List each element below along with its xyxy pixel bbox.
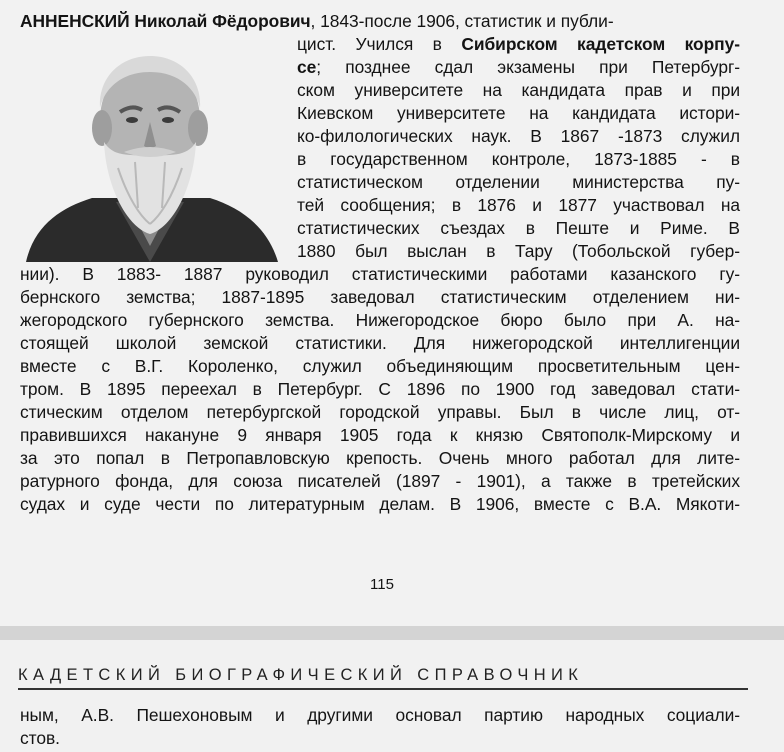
text-run: стоящей школой земской статистики. Для нижегородской интеллигенции: [20, 333, 740, 353]
entry-line: [20, 493, 740, 516]
entry-line: [297, 148, 740, 171]
entry-line: [20, 401, 740, 424]
entry-line: [20, 355, 740, 378]
entry-line: [297, 33, 740, 56]
text-run: 1880 был выслан в Тару (Тобольской губер-: [297, 241, 740, 261]
entry-line: [20, 309, 740, 332]
entry-line: [297, 125, 740, 148]
text-run: ратурного фонда, для союза писателей (1897 - 1901), а также в третейских: [20, 471, 740, 491]
portrait-photo: [20, 38, 280, 262]
entry-line: [297, 217, 740, 240]
text-run: тром. В 1895 переехал в Петербург. С 1896 по 1900 год заведовал стати-: [20, 379, 740, 399]
entry-line: [20, 10, 740, 33]
text-run: жегородского губернского земства. Нижегородское бюро было при А. на-: [20, 310, 740, 330]
bold-text: Сибирском кадетском корпу-: [461, 34, 741, 54]
continuation-line: стов.: [20, 728, 60, 748]
entry-line: [20, 424, 740, 447]
text-run: судах и суде чести по литературным делам. В 1906, вместе с В.А. Мякоти-: [20, 494, 740, 514]
text-run: цист. Учился в: [297, 34, 462, 54]
text-run: стическим отделом петербургской городской управы. Был в числе лиц, от-: [20, 402, 740, 422]
entry-line: [20, 332, 740, 355]
entry-line: [297, 56, 740, 79]
entry-line: [20, 447, 740, 470]
text-run: за это попал в Петропавловскую крепость. Очень много работал для лите-: [20, 448, 740, 468]
text-run: , 1843-после 1906, статистик и публи-: [310, 11, 614, 31]
text-run: вместе с В.Г. Короленко, служил объединяющим просветительным цен-: [20, 356, 740, 376]
text-run: Киевском университете на кандидата истори-: [297, 103, 740, 123]
entry-line: [20, 286, 740, 309]
entry-line: [297, 102, 740, 125]
text-run: ко-филологических наук. В 1867 -1873 служил: [297, 126, 740, 146]
text-run: ; позднее сдал экзамены при Петербург-: [316, 57, 740, 77]
page-number: 115: [370, 576, 394, 593]
entry-line: [20, 470, 740, 493]
text-run: нии). В 1883- 1887 руководил статистическими работами казанского гу-: [20, 264, 740, 284]
text-run: статистических съездах в Пеште и Риме. В: [297, 218, 740, 238]
text-run: бернского земства; 1887-1895 заведовал статистическим отделением ни-: [20, 287, 740, 307]
text-run: статистическом отделении министерства пу-: [297, 172, 740, 192]
continuation-line: ным, А.В. Пешехоновым и другими основал партию народных социали-: [20, 705, 740, 725]
page-gap: [0, 626, 784, 640]
entry-line: [297, 171, 740, 194]
entry-line: [297, 194, 740, 217]
page-next: [0, 640, 784, 752]
header-rule: [18, 688, 748, 690]
entry-line: [20, 378, 740, 401]
text-run: тей сообщения; в 1876 и 1877 участвовал на: [297, 195, 740, 215]
bold-text: се: [297, 57, 317, 77]
text-run: ском университете на кандидата прав и при: [297, 80, 740, 100]
entry-line: [297, 79, 740, 102]
entry-line: [20, 263, 740, 286]
running-header: КАДЕТСКИЙ БИОГРАФИЧЕСКИЙ СПРАВОЧНИК: [18, 666, 584, 684]
text-run: правившихся накануне 9 января 1905 года к князю Святополк-Мирскому и: [20, 425, 740, 445]
entry-line: [297, 240, 740, 263]
text-run: в государственном контроле, 1873-1885 - в: [297, 149, 740, 169]
bold-text: АННЕНСКИЙ Николай Фёдорович: [20, 11, 311, 31]
